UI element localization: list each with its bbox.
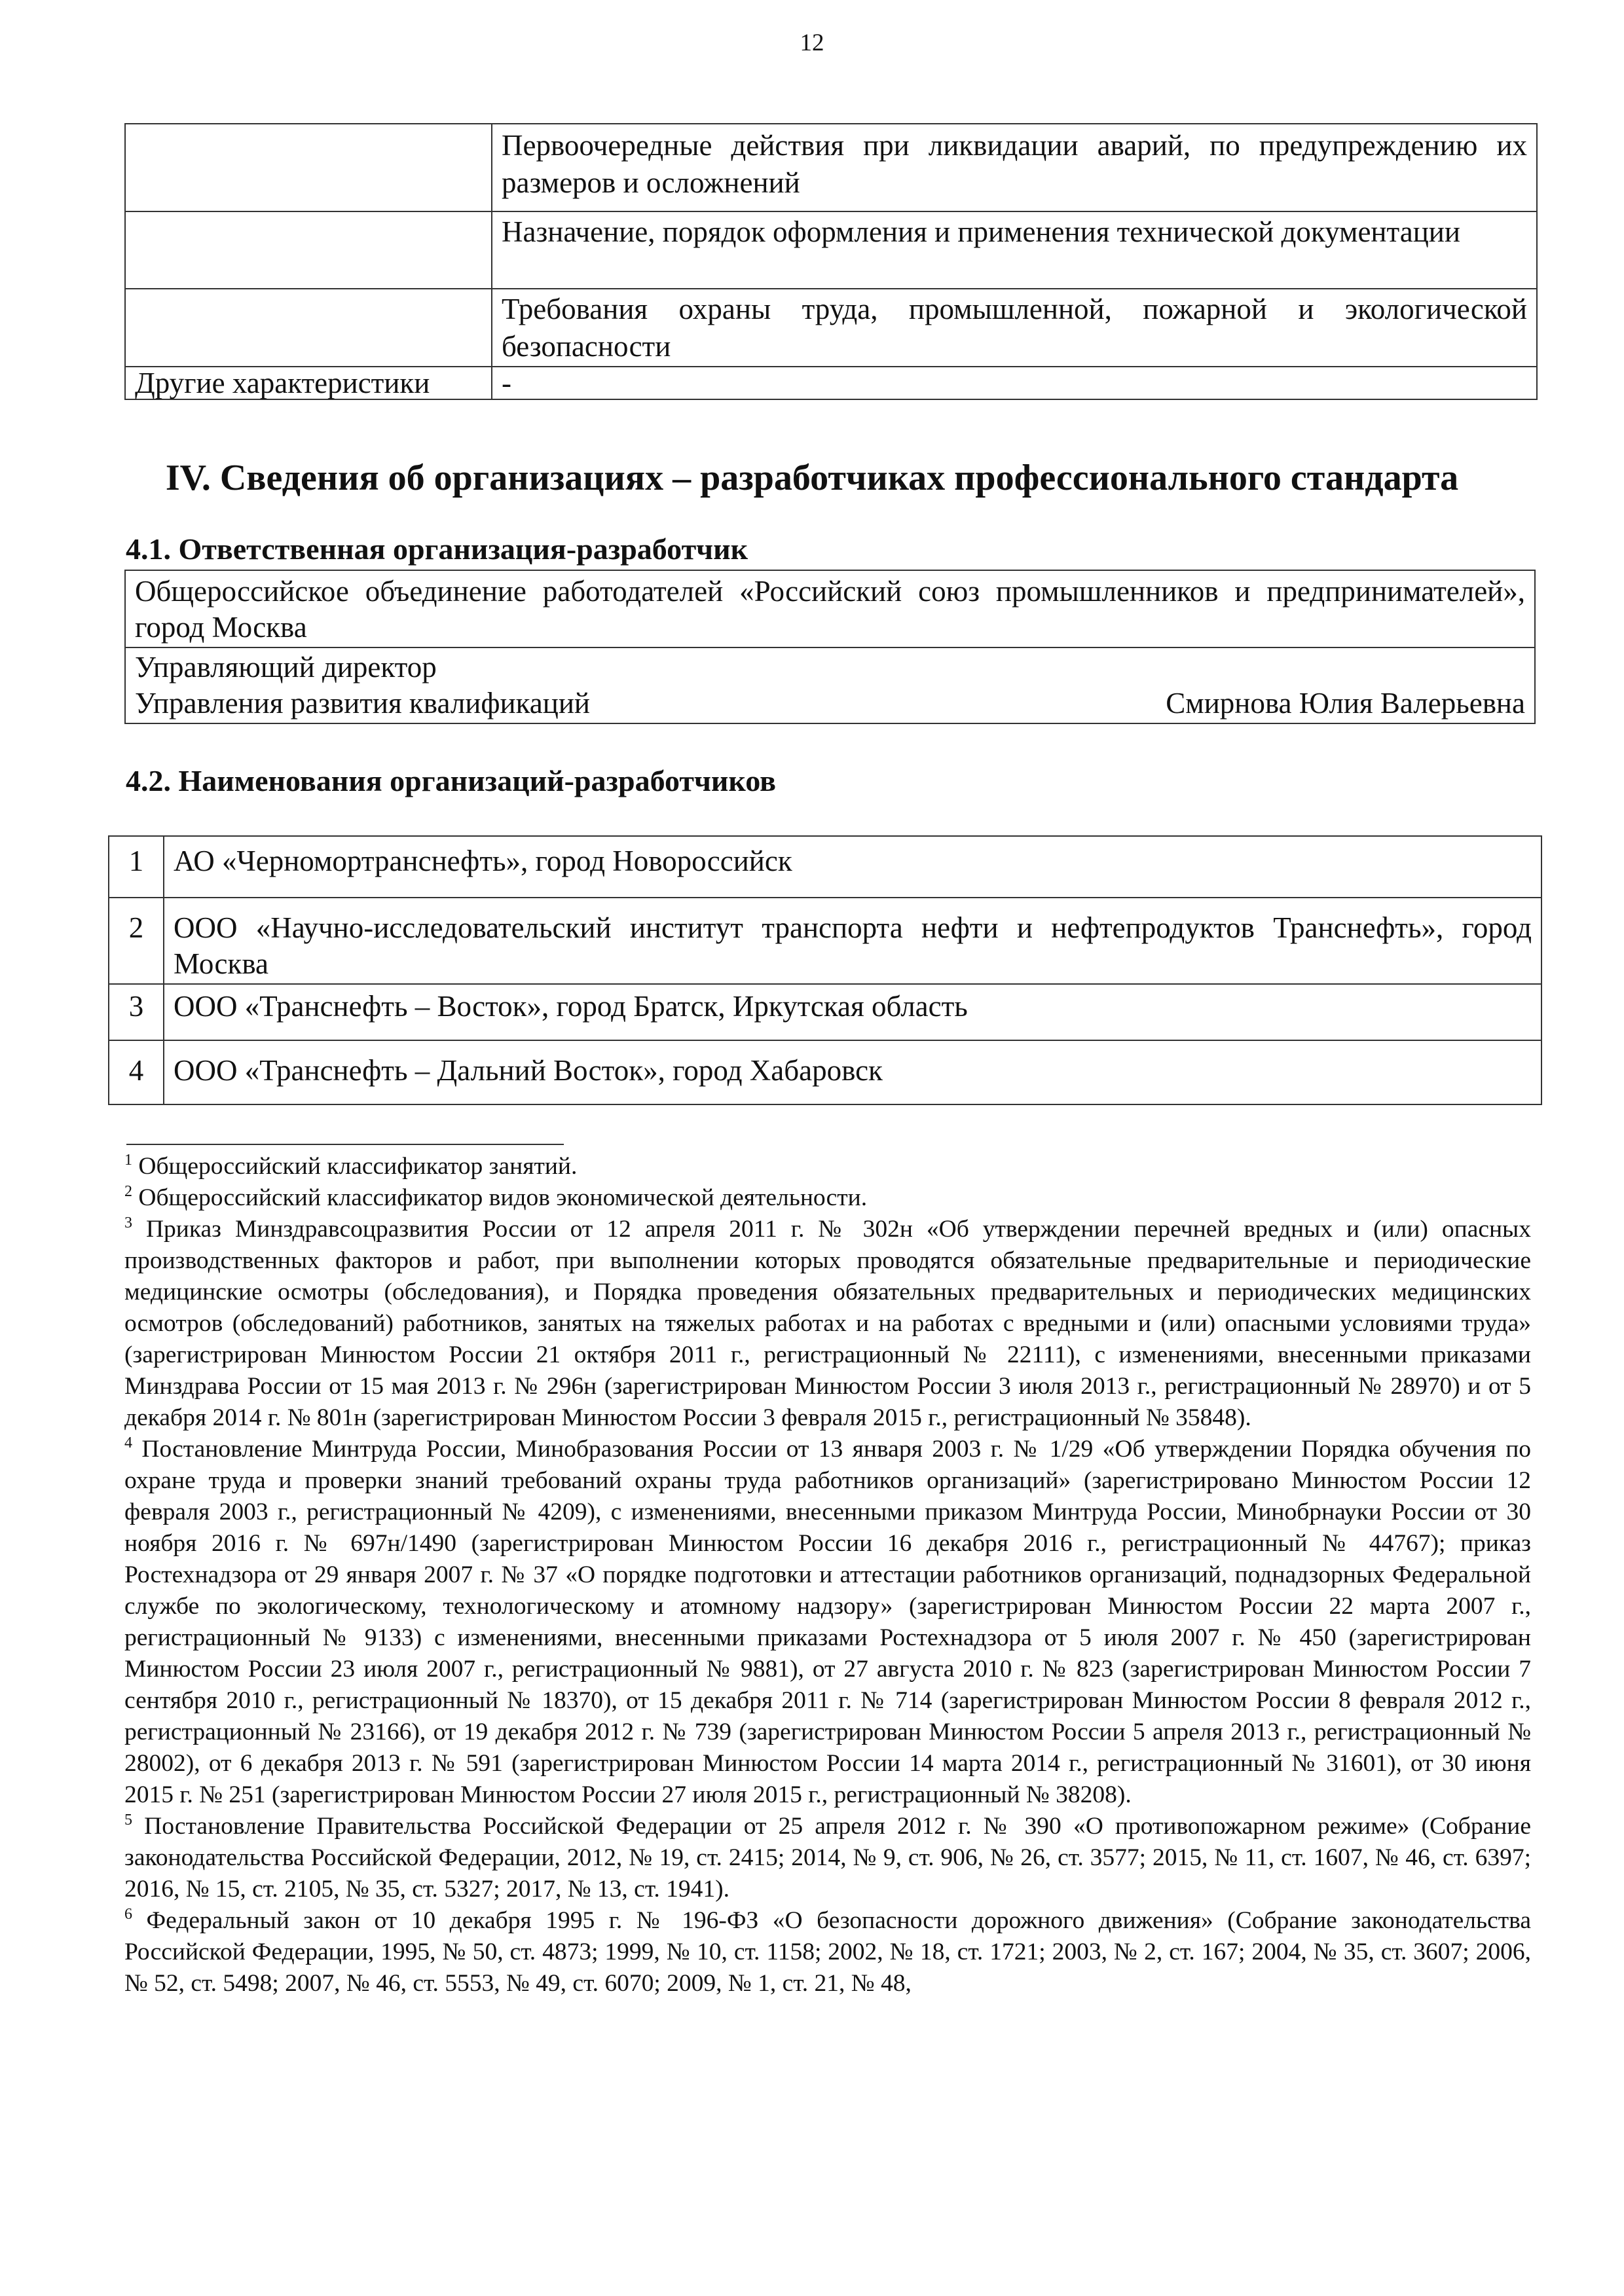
table-row — [109, 836, 1541, 898]
section-heading: IV. Сведения об организациях – разработчиках профессионального стандарта — [165, 458, 1459, 498]
position-line-2: Управления развития квалификаций — [135, 687, 590, 720]
footnote-text: Общероссийский классификатор видов экономической деятельности. — [138, 1184, 868, 1211]
footnote-text: Постановление Минтруда России, Минобразования России от 13 января 2003 г. № 1/29 «Об утверждении Порядка обучения по охране труда и проверки знаний требований охраны труда работников организаций» (зарегистрировано Минюстом России 12 февраля 2003 г., регистрационный № 4209), с изменениями, внесенными приказом Минтруда России, Минобрнауки России от 30 ноября 2016 г. № 697н/1490 (зарегистрирован Минюстом России 16 декабря 2016 г., регистрационный № 44767); приказ Ростехнадзора от 29 января 2007 г. № 37 «О порядке подготовки и аттестации работников организаций, поднадзорных Федеральной службе по экологическому, технологическому и атомному надзору» (зарегистрирован Минюстом России 22 марта 2007 г., регистрационный № 9133) с изменениями, внесенными приказами Ростехнадзора от 5 июля 2007 г. № 450 (зарегистрирован Минюстом России 23 июля 2007 г., регистрационный № 9881), от 27 августа 2010 г. № 823 (зарегистрирован Минюстом России 7 сентября 2010 г., регистрационный № 18370), от 15 декабря 2011 г. № 714 (зарегистрирован Минюстом России 8 февраля 2012 г., регистрационный № 23166), от 19 декабря 2012 г. № 739 (зарегистрирован Минюстом России 5 апреля 2013 г., регистрационный № 28002), от 6 декабря 2013 г. № 591 (зарегистрирован Минюстом России 14 марта 2014 г., регистрационный № 31601), от 30 июня 2015 г. № 251 (зарегистрирован Минюстом России 27 июля 2015 г., регистрационный № 38208). — [124, 1436, 1532, 1808]
signatory-row — [135, 685, 1525, 721]
footnote-mark: 6 — [124, 1906, 132, 1923]
footnote-mark: 2 — [124, 1183, 132, 1200]
footnote — [124, 1811, 1531, 1905]
row-number: 4 — [109, 1040, 164, 1104]
footnote — [124, 1905, 1531, 1999]
footnote — [124, 1182, 1531, 1214]
table-cell-label: Другие характеристики — [125, 367, 492, 399]
footnote-divider — [126, 1144, 564, 1145]
footnote — [124, 1151, 1531, 1182]
footnote-text: Постановление Правительства Российской Федерации от 25 апреля 2012 г. № 390 «О противопожарном режиме» (Собрание законодательства Российской Федерации, 2012, № 19, ст. 2415; 2014, № 9, ст. 906, № 26, ст. 3577; 2015, № 11, ст. 1607, № 46, ст. 6397; 2016, № 15, ст. 2105, № 35, ст. 5327; 2017, № 13, ст. 1941). — [124, 1813, 1532, 1903]
table-cell-label — [125, 289, 492, 367]
org-name: ООО «Транснефть – Дальний Восток», город Хабаровск — [164, 1040, 1541, 1104]
page-number: 12 — [800, 29, 824, 56]
table-row — [125, 570, 1535, 647]
position-line-1: Управляющий директор — [135, 651, 437, 683]
developer-orgs-table — [108, 835, 1542, 1105]
footnote-mark: 3 — [124, 1214, 132, 1231]
table-row — [125, 289, 1537, 367]
table-row — [109, 898, 1541, 984]
footnote-text: Федеральный закон от 10 декабря 1995 г. № 196-ФЗ «О безопасности дорожного движения» (Собрание законодательства Российской Федерации, 1995, № 50, ст. 4873; 1999, № 10, ст. 1158; 2002, № 18, ст. 1721; 2003, № 2, ст. 167; 2004, № 35, ст. 3607; 2006, № 52, ст. 5498; 2007, № 46, ст. 5553, № 49, ст. 6070; 2009, № 1, ст. 21, № 48, — [124, 1907, 1532, 1997]
table-row — [125, 647, 1535, 723]
table-cell-label — [125, 124, 492, 211]
row-number: 2 — [109, 898, 164, 984]
footnote-text: Приказ Минздравсоцразвития России от 12 апреля 2011 г. № 302н «Об утверждении перечней вредных и (или) опасных производственных факторов и работ, при выполнении которых проводятся обязательные предварительные и периодические медицинские осмотры (обследования), и Порядка проведения обязательных предварительных и периодических медицинских осмотров (обследований) работников, занятых на тяжелых работах и на работах с вредными и (или) опасными условиями труда» (зарегистрирован Минюстом России 21 октября 2011 г., регистрационный № 22111), с изменениями, внесенными приказами Минздрава России от 15 мая 2013 г. № 296н (зарегистрирован Минюстом России 3 июля 2013 г., регистрационный № 28970) и от 5 декабря 2014 г. № 801н (зарегистрирован Минюстом России 3 февраля 2015 г., регистрационный № 35848). — [124, 1216, 1532, 1431]
table-row — [125, 367, 1537, 399]
signatory-name: Смирнова Юлия Валерьевна — [1166, 687, 1525, 720]
footnote — [124, 1434, 1531, 1811]
signatory-cell — [125, 647, 1535, 723]
org-name: ООО «Научно-исследовательский институт транспорта нефти и нефтепродуктов Транснефть», город Москва — [164, 898, 1541, 984]
org-name: ООО «Транснефть – Восток», город Братск, Иркутская область — [164, 984, 1541, 1040]
table-row — [125, 124, 1537, 211]
table-cell-label — [125, 211, 492, 289]
organization-name: Общероссийское объединение работодателей «Российский союз промышленников и предпринимателей», город Москва — [125, 570, 1535, 647]
table-row — [125, 211, 1537, 289]
footnote-text: Общероссийский классификатор занятий. — [138, 1153, 578, 1180]
row-number: 1 — [109, 836, 164, 898]
table-row — [109, 984, 1541, 1040]
table-cell-value: - — [492, 367, 1537, 399]
footnote-mark: 4 — [124, 1434, 132, 1451]
characteristics-table — [124, 123, 1538, 400]
footnote — [124, 1214, 1531, 1434]
responsible-org-heading: 4.1. Ответственная организация-разработчик — [126, 532, 748, 566]
developer-orgs-heading: 4.2. Наименования организаций-разработчиков — [126, 764, 776, 797]
org-name: АО «Черномортранснефть», город Новороссийск — [164, 836, 1541, 898]
table-row — [109, 1040, 1541, 1104]
footnote-mark: 5 — [124, 1812, 132, 1829]
footnotes — [124, 1151, 1531, 1999]
row-number: 3 — [109, 984, 164, 1040]
table-cell-value: Первоочередные действия при ликвидации аварий, по предупреждению их размеров и осложнений — [492, 124, 1537, 211]
table-cell-value: Требования охраны труда, промышленной, пожарной и экологической безопасности — [492, 289, 1537, 367]
footnote-mark: 1 — [124, 1152, 132, 1169]
table-cell-value: Назначение, порядок оформления и применения технической документации — [492, 211, 1537, 289]
responsible-org-table — [124, 570, 1536, 724]
